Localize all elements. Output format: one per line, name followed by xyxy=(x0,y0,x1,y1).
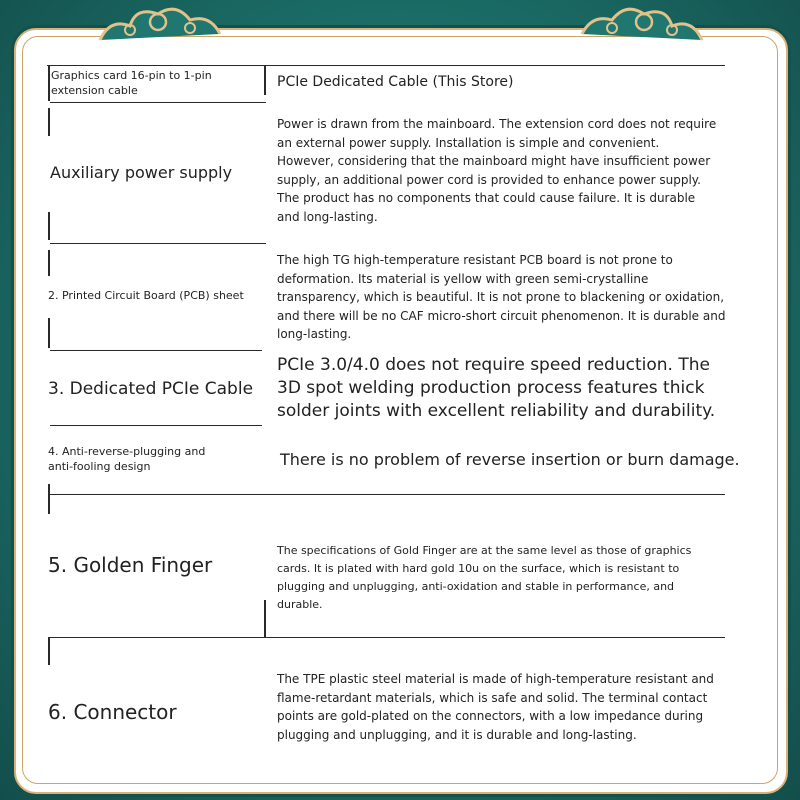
row-description: There is no problem of reverse insertion or burn damage. xyxy=(280,450,740,469)
row-description: PCIe 3.0/4.0 does not require speed reduction. The 3D spot welding production process features thick solder joints with excellent reliability and durability. xyxy=(277,355,716,421)
header-right-label: PCIe Dedicated Cable (This Store) xyxy=(277,74,514,90)
table-divider xyxy=(47,65,725,66)
row-label: 3. Dedicated PCIe Cable xyxy=(48,379,254,399)
table-divider xyxy=(48,637,50,665)
table-divider xyxy=(50,494,725,495)
table-divider xyxy=(48,108,50,136)
table-divider xyxy=(264,600,266,638)
row-description: The high TG high-temperature resistant PCB board is not prone to deformation. Its material is yellow with green semi-crystalline transparency, which is beautiful. It is not prone to blackening or oxidation, and there will be no CAF micro-short circuit phenomenon. It is durable and long-lasting. xyxy=(277,253,726,341)
row-description: The specifications of Gold Finger are at the same level as those of graphics cards. It is plated with hard gold 10u on the surface, which is resistant to plugging and unplugging, anti-oxidation and stable in performance, and durable. xyxy=(277,544,692,611)
table-divider xyxy=(264,65,266,95)
row-label: 5. Golden Finger xyxy=(48,553,213,577)
row-label: 6. Connector xyxy=(48,700,177,724)
table-divider xyxy=(50,350,262,351)
table-divider xyxy=(48,65,50,101)
table-divider xyxy=(50,637,725,638)
table-divider xyxy=(48,250,50,276)
row-label: 4. Anti-reverse-plugging and anti-fooling design xyxy=(48,445,206,473)
row-label: 2. Printed Circuit Board (PCB) sheet xyxy=(48,289,244,302)
row-description: The TPE plastic steel material is made of high-temperature resistant and flame-retardant materials, which is safe and solid. The terminal contact points are gold-plated on the connectors, with a low impedance during plugging and unplugging, and it is durable and long-lasting. xyxy=(277,672,714,742)
table-divider xyxy=(50,102,266,103)
header-left-label: Graphics card 16-pin to 1-pin extension cable xyxy=(51,69,212,97)
table-divider xyxy=(50,243,266,244)
table-divider xyxy=(48,318,50,348)
table-divider xyxy=(48,484,50,514)
table-divider xyxy=(50,425,262,426)
table-divider xyxy=(48,212,50,240)
row-label: Auxiliary power supply xyxy=(50,163,233,182)
row-description: Power is drawn from the mainboard. The extension cord does not require an external power supply. Installation is simple and convenient. However, considering that the mainboard might have insufficient power supply, an additional power cord is provided to enhance power supply. The product has no components that could cause failure. It is durable and long-lasting. xyxy=(277,117,717,224)
